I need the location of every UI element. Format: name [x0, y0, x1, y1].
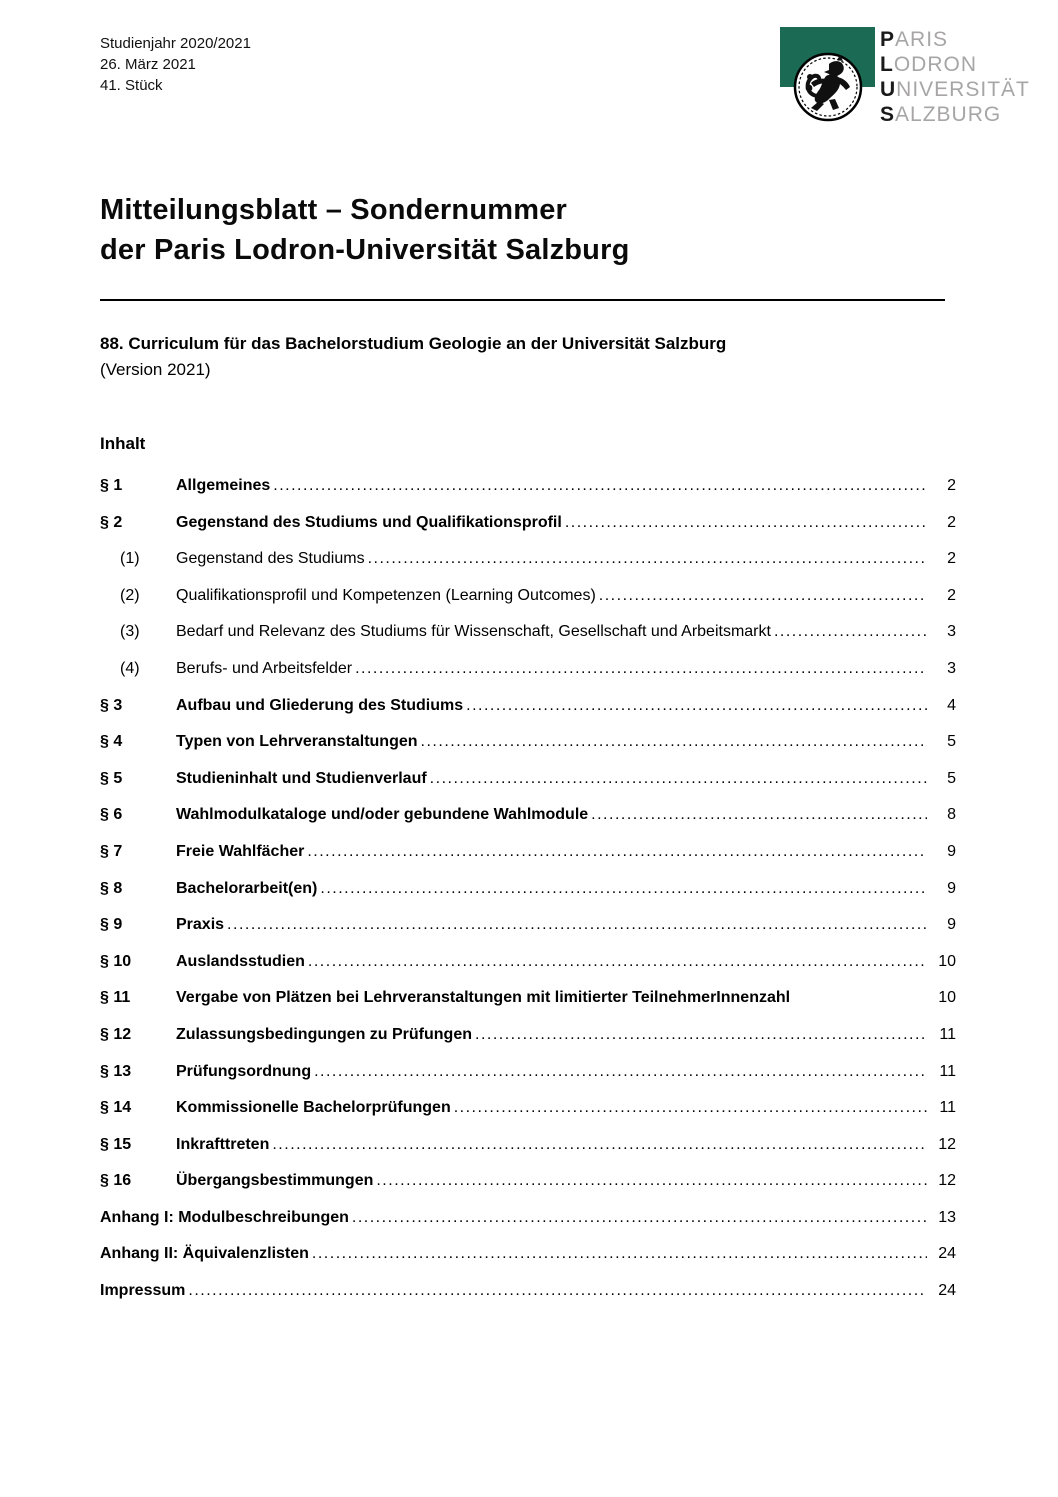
toc-entry-label: § 7	[100, 842, 123, 860]
toc-page-number: 9	[947, 842, 956, 860]
toc-page-number: 2	[947, 550, 956, 568]
logo-wordmark	[880, 27, 1030, 127]
toc-entry-title: Impressum	[100, 1282, 186, 1300]
toc-dotted-leader	[272, 1127, 927, 1164]
curriculum-heading-text: 88. Curriculum für das Bachelorstudium Geologie an der Universität Salzburg	[100, 334, 727, 353]
toc-page-number: 9	[947, 879, 956, 897]
toc-entry	[100, 505, 956, 542]
toc-page-number: 2	[947, 477, 956, 494]
toc-page-number: 3	[947, 623, 956, 641]
toc-dotted-leader	[376, 1163, 927, 1200]
toc-entry-label: § 15	[100, 1135, 132, 1153]
toc-entry	[100, 1200, 956, 1237]
toc-entry-label: (4)	[120, 659, 140, 677]
toc-page-number: 5	[947, 733, 956, 751]
version-subheading: (Version 2021)	[100, 360, 211, 379]
toc-dotted-leader	[273, 468, 927, 505]
logo-word-line	[880, 27, 1030, 52]
toc-page-number: 2	[947, 586, 956, 604]
lion-emblem-icon	[793, 52, 863, 122]
toc-page-number: 2	[947, 513, 956, 531]
toc-entry	[100, 1127, 956, 1164]
toc-entry	[100, 1236, 956, 1273]
toc-entry-label: § 6	[100, 806, 123, 824]
toc-page-number: 12	[938, 1172, 956, 1190]
toc-entry-title: Kommissionelle Bachelorprüfungen	[176, 1099, 451, 1117]
toc-dotted-leader	[475, 1017, 927, 1054]
toc-entry	[100, 541, 956, 578]
toc-dotted-leader	[227, 907, 927, 944]
toc-page-number: 11	[939, 1099, 956, 1117]
toc-entry	[100, 797, 956, 834]
toc-entry-title: Inkrafttreten	[176, 1135, 270, 1153]
toc-entry	[100, 468, 956, 505]
table-of-contents	[100, 468, 956, 1310]
toc-dotted-leader	[308, 944, 927, 981]
toc-dotted-leader	[368, 541, 927, 578]
toc-entry-label: § 8	[100, 879, 123, 897]
toc-entry	[100, 1054, 956, 1091]
toc-entry-label: § 4	[100, 733, 123, 751]
toc-entry-title: Anhang II: Äquivalenzlisten	[100, 1245, 309, 1263]
toc-page-number: 10	[938, 989, 956, 1007]
document-title	[100, 190, 630, 270]
toc-dotted-leader	[188, 1273, 927, 1310]
logo-rest: ARIS	[895, 28, 949, 51]
toc-entry-label: (3)	[120, 623, 140, 641]
toc-page-number: 11	[939, 1025, 956, 1043]
logo-word-line	[880, 77, 1030, 102]
toc-entry	[100, 651, 956, 688]
toc-entry	[100, 1273, 956, 1310]
toc-dotted-leader	[565, 505, 927, 542]
issue-line-date: 26. März 2021	[100, 56, 196, 73]
toc-entry-label: § 1	[100, 477, 123, 494]
toc-dotted-leader	[430, 761, 927, 798]
toc-dotted-leader	[307, 834, 927, 871]
toc-entry-title: Zulassungsbedingungen zu Prüfungen	[176, 1025, 472, 1043]
logo-initial: L	[880, 53, 894, 76]
toc-entry-title: Auslandsstudien	[176, 952, 305, 970]
issue-line-stueck: 41. Stück	[100, 77, 163, 94]
toc-entry-label: § 5	[100, 769, 123, 787]
toc-dotted-leader	[591, 797, 927, 834]
toc-entry-title: Gegenstand des Studiums	[176, 550, 365, 568]
toc-dotted-leader	[599, 578, 927, 615]
toc-page-number: 11	[939, 1062, 956, 1080]
toc-page-number: 24	[938, 1282, 956, 1300]
toc-entry-title: Bedarf und Relevanz des Studiums für Wissenschaft, Gesellschaft und Arbeitsmarkt	[176, 623, 771, 641]
toc-entry-title: Qualifikationsprofil und Kompetenzen (Learning Outcomes)	[176, 586, 596, 604]
toc-entry-label: § 16	[100, 1172, 132, 1190]
toc-page-number: 9	[947, 916, 956, 934]
toc-entry	[100, 834, 956, 871]
divider-line	[100, 299, 945, 301]
university-logo	[780, 27, 875, 137]
toc-entry-label: (1)	[120, 550, 140, 568]
document-title-line2: der Paris Lodron-Universität Salzburg	[100, 234, 630, 266]
toc-entry-title: Wahlmodulkataloge und/oder gebundene Wahlmodule	[176, 806, 589, 824]
toc-dotted-leader	[454, 1090, 927, 1127]
toc-entry	[100, 1163, 956, 1200]
curriculum-heading	[100, 331, 726, 383]
toc-dotted-leader	[312, 1236, 927, 1273]
toc-dotted-leader	[466, 688, 927, 725]
toc-entry-label: § 3	[100, 696, 123, 714]
toc-dotted-leader	[421, 724, 927, 761]
toc-entry-title: Allgemeines	[176, 477, 271, 494]
toc-page-number: 13	[938, 1208, 956, 1226]
toc-dotted-leader	[355, 651, 927, 688]
toc-entry	[100, 578, 956, 615]
toc-heading: Inhalt	[100, 434, 146, 453]
toc-page-number: 24	[938, 1245, 956, 1263]
logo-rest: ODRON	[893, 53, 977, 76]
toc-dotted-leader	[320, 871, 927, 908]
toc-entry	[100, 614, 956, 651]
toc-page-number: 10	[938, 952, 956, 970]
toc-entry-title: Berufs- und Arbeitsfelder	[176, 659, 353, 677]
toc-page-number: 8	[947, 806, 956, 824]
toc-entry-title: Praxis	[176, 916, 225, 934]
logo-word-line	[880, 52, 1030, 77]
toc-entry	[100, 907, 956, 944]
toc-entry-label: § 13	[100, 1062, 132, 1080]
toc-page-number: 5	[947, 769, 956, 787]
logo-initial: U	[880, 78, 897, 101]
logo-rest: ALZBURG	[895, 103, 1002, 126]
toc-page-number: 12	[938, 1135, 956, 1153]
toc-entry	[100, 980, 956, 1017]
logo-initial: P	[880, 28, 896, 51]
toc-entry	[100, 761, 956, 798]
toc-page-number: 4	[947, 696, 956, 714]
logo-word-line	[880, 102, 1030, 127]
toc-entry	[100, 944, 956, 981]
logo-initial: S	[880, 103, 896, 126]
document-title-line1: Mitteilungsblatt – Sondernummer	[100, 194, 568, 226]
toc-entry-title: Prüfungsordnung	[176, 1062, 312, 1080]
toc-entry-label: § 10	[100, 952, 132, 970]
toc-entry-label: (2)	[120, 586, 140, 604]
toc-dotted-leader	[314, 1054, 927, 1091]
toc-page-number: 3	[947, 659, 956, 677]
toc-entry-title: Vergabe von Plätzen bei Lehrveranstaltungen mit limitierter TeilnehmerInnenzahl	[176, 989, 791, 1007]
toc-dotted-leader	[352, 1200, 927, 1237]
toc-entry-title: Aufbau und Gliederung des Studiums	[176, 696, 464, 714]
toc-entry-title: Typen von Lehrveranstaltungen	[176, 733, 418, 751]
toc-entry-title: Gegenstand des Studiums und Qualifikationsprofil	[176, 513, 562, 531]
issue-info	[100, 33, 251, 96]
toc-entry-title: Studieninhalt und Studienverlauf	[176, 769, 427, 787]
toc-entry	[100, 871, 956, 908]
issue-line-studienjahr: Studienjahr 2020/2021	[100, 35, 251, 52]
toc-entry-label: § 11	[100, 989, 131, 1007]
toc-entry-label: § 2	[100, 513, 123, 531]
toc-entry	[100, 724, 956, 761]
toc-entry-title: Bachelorarbeit(en)	[176, 879, 318, 897]
toc-entry-label: § 9	[100, 916, 123, 934]
toc-entry-title: Freie Wahlfächer	[176, 842, 305, 860]
logo-rest: NIVERSITÄT	[896, 78, 1030, 101]
toc-entry-title: Übergangsbestimmungen	[176, 1172, 374, 1190]
toc-entry-label: § 12	[100, 1025, 132, 1043]
toc-entry-title: Anhang I: Modulbeschreibungen	[100, 1208, 349, 1226]
toc-entry	[100, 688, 956, 725]
toc-dotted-leader	[774, 614, 927, 651]
toc-entry-label: § 14	[100, 1099, 132, 1117]
toc-entry	[100, 1017, 956, 1054]
logo-emblem	[780, 27, 875, 137]
toc-entry	[100, 1090, 956, 1127]
